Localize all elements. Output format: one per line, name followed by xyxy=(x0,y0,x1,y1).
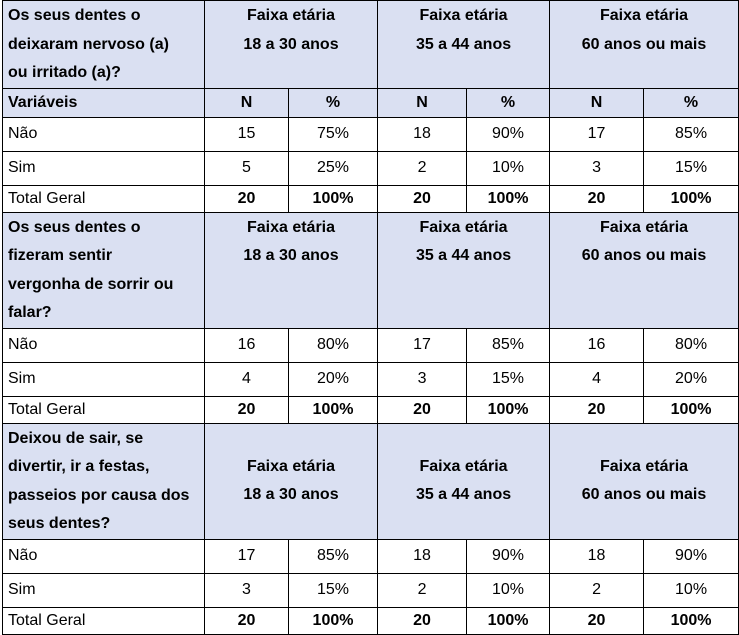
age-group-title: Faixa etária xyxy=(246,218,336,236)
age-group-header xyxy=(550,423,739,539)
question-line: ou irritado (a)? xyxy=(8,64,121,81)
age-group-title: Faixa etária xyxy=(419,218,508,236)
count-cell: 16 xyxy=(205,328,289,362)
question-line: Os seus dentes o xyxy=(8,7,141,24)
total-percent-cell: 100% xyxy=(644,607,739,634)
question-line: divertir, ir a festas, xyxy=(8,458,150,475)
percent-cell: 85% xyxy=(467,328,550,362)
age-group-header xyxy=(378,1,550,89)
age-group-title: Faixa etária xyxy=(419,7,508,24)
count-cell: 17 xyxy=(205,539,289,573)
question-cell xyxy=(3,1,205,89)
percent-cell: 10% xyxy=(467,151,550,185)
age-group-header xyxy=(550,1,739,89)
question-line: passeios por causa dos xyxy=(8,486,190,504)
percent-header: % xyxy=(289,88,378,117)
section-header-row xyxy=(3,423,739,539)
age-group-header xyxy=(550,212,739,328)
percent-cell: 20% xyxy=(644,362,739,396)
total-count-cell: 20 xyxy=(550,396,644,423)
count-cell: 3 xyxy=(205,573,289,607)
count-cell: 17 xyxy=(550,117,644,151)
total-count-cell: 20 xyxy=(378,607,467,634)
question-line: fizeram sentir xyxy=(8,247,113,264)
total-percent-cell: 100% xyxy=(467,607,550,634)
count-cell: 18 xyxy=(378,117,467,151)
age-group-title: Faixa etária xyxy=(246,7,336,24)
age-group-title: Faixa etária xyxy=(600,7,689,24)
total-label: Total Geral xyxy=(3,396,205,423)
table-row xyxy=(3,151,739,185)
section-header-row xyxy=(3,1,739,89)
section-header-row xyxy=(3,212,739,328)
age-group-header xyxy=(205,423,378,539)
row-label: Sim xyxy=(3,151,205,185)
count-cell: 18 xyxy=(378,539,467,573)
table-row xyxy=(3,539,739,573)
percent-cell: 10% xyxy=(467,573,550,607)
count-cell: 4 xyxy=(550,362,644,396)
percent-cell: 25% xyxy=(289,151,378,185)
age-group-title: Faixa etária xyxy=(246,457,336,475)
total-percent-cell: 100% xyxy=(289,607,378,634)
age-group-range: 18 a 30 anos xyxy=(243,35,339,53)
age-group-range: 35 a 44 anos xyxy=(415,35,512,53)
total-count-cell: 20 xyxy=(378,185,467,212)
row-label: Não xyxy=(3,328,205,362)
total-count-cell: 20 xyxy=(550,607,644,634)
total-count-cell: 20 xyxy=(378,396,467,423)
count-cell: 18 xyxy=(550,539,644,573)
total-percent-cell: 100% xyxy=(289,396,378,423)
count-cell: 2 xyxy=(378,151,467,185)
age-group-range: 60 anos ou mais xyxy=(581,247,707,264)
question-line: vergonha de sorrir ou xyxy=(8,275,174,293)
percent-cell: 20% xyxy=(289,362,378,396)
percent-cell: 85% xyxy=(644,117,739,151)
count-cell: 17 xyxy=(378,328,467,362)
row-label: Não xyxy=(3,539,205,573)
percent-cell: 10% xyxy=(644,573,739,607)
count-cell: 3 xyxy=(550,151,644,185)
total-row xyxy=(3,185,739,212)
percent-header: % xyxy=(644,88,739,117)
percent-cell: 85% xyxy=(289,539,378,573)
age-group-range: 18 a 30 anos xyxy=(243,486,339,503)
table-row xyxy=(3,117,739,151)
count-cell: 2 xyxy=(550,573,644,607)
count-cell: 2 xyxy=(378,573,467,607)
age-group-range: 18 a 30 anos xyxy=(243,247,339,264)
total-label: Total Geral xyxy=(3,607,205,634)
question-line: seus dentes? xyxy=(8,515,111,532)
age-group-header xyxy=(205,212,378,328)
total-percent-cell: 100% xyxy=(289,185,378,212)
percent-cell: 90% xyxy=(467,117,550,151)
percent-cell: 15% xyxy=(644,151,739,185)
count-cell: 5 xyxy=(205,151,289,185)
age-group-header xyxy=(378,423,550,539)
question-line: falar? xyxy=(8,304,52,321)
count-cell: 4 xyxy=(205,362,289,396)
age-group-title: Faixa etária xyxy=(600,457,689,475)
n-header: N xyxy=(378,88,467,117)
n-header: N xyxy=(205,88,289,117)
question-line: Deixou de sair, se xyxy=(8,429,144,447)
column-header-row xyxy=(3,88,739,117)
row-label: Sim xyxy=(3,573,205,607)
percent-header: % xyxy=(467,88,550,117)
total-label: Total Geral xyxy=(3,185,205,212)
total-percent-cell: 100% xyxy=(467,396,550,423)
percent-cell: 90% xyxy=(467,539,550,573)
count-cell: 3 xyxy=(378,362,467,396)
age-group-range: 60 anos ou mais xyxy=(581,486,707,503)
total-count-cell: 20 xyxy=(550,185,644,212)
table-row xyxy=(3,573,739,607)
total-row xyxy=(3,396,739,423)
total-count-cell: 20 xyxy=(205,185,289,212)
question-line: Os seus dentes o xyxy=(8,218,141,236)
percent-cell: 15% xyxy=(289,573,378,607)
survey-table xyxy=(2,0,739,635)
table-row xyxy=(3,328,739,362)
age-group-range: 35 a 44 anos xyxy=(415,486,512,503)
total-percent-cell: 100% xyxy=(644,185,739,212)
question-cell xyxy=(3,423,205,539)
percent-cell: 75% xyxy=(289,117,378,151)
total-row xyxy=(3,607,739,634)
question-line: deixaram nervoso (a) xyxy=(8,35,169,53)
variables-header: Variáveis xyxy=(3,88,205,117)
percent-cell: 80% xyxy=(289,328,378,362)
row-label: Não xyxy=(3,117,205,151)
percent-cell: 90% xyxy=(644,539,739,573)
total-count-cell: 20 xyxy=(205,607,289,634)
age-group-range: 35 a 44 anos xyxy=(415,247,512,264)
age-group-range: 60 anos ou mais xyxy=(581,35,707,53)
percent-cell: 15% xyxy=(467,362,550,396)
count-cell: 16 xyxy=(550,328,644,362)
total-percent-cell: 100% xyxy=(467,185,550,212)
n-header: N xyxy=(550,88,644,117)
age-group-title: Faixa etária xyxy=(600,218,689,236)
percent-cell: 80% xyxy=(644,328,739,362)
table-row xyxy=(3,362,739,396)
age-group-title: Faixa etária xyxy=(419,457,508,475)
row-label: Sim xyxy=(3,362,205,396)
total-percent-cell: 100% xyxy=(644,396,739,423)
total-count-cell: 20 xyxy=(205,396,289,423)
age-group-header xyxy=(378,212,550,328)
question-cell xyxy=(3,212,205,328)
count-cell: 15 xyxy=(205,117,289,151)
age-group-header xyxy=(205,1,378,89)
